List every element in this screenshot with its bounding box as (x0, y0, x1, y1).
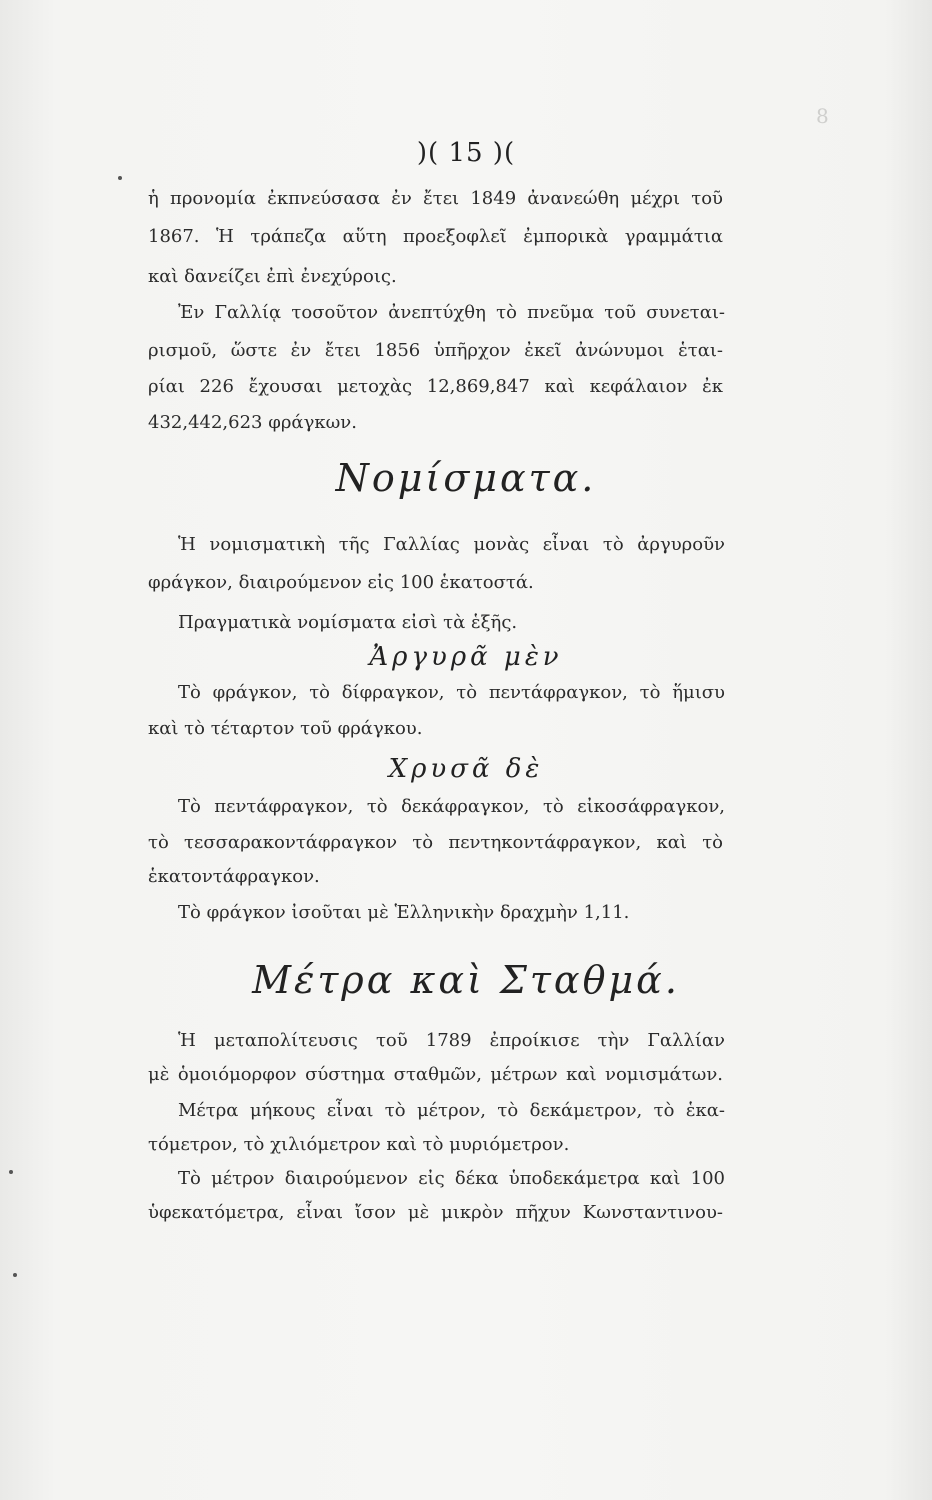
text-line: μὲ ὁμοιόμορφον σύστημα σταθμῶν, μέτρων καὶ νομισμάτων. (148, 1064, 723, 1085)
bleed-through-mark: 8 (816, 104, 829, 128)
page-number: )( 15 )( (416, 138, 516, 168)
subheading-silver: Ἀργυρᾶ μὲν (369, 642, 563, 672)
section-heading-measures: Μέτρα καὶ Σταθμά. (252, 958, 680, 1002)
text-line: Πραγματικὰ νομίσματα εἰσὶ τὰ ἑξῆς. (178, 612, 518, 633)
text-line: Ἡ μεταπολίτευσις τοῦ 1789 ἐπροίκισε τὴν Γαλλίαν (178, 1030, 725, 1051)
text-line: Ἡ νομισματικὴ τῆς Γαλλίας μονὰς εἶναι τὸ ἀργυροῦν (178, 534, 725, 555)
text-line: Τὸ πεντάφραγκον, τὸ δεκάφραγκον, τὸ εἰκοσάφραγκον, (178, 796, 725, 817)
margin-speck (118, 176, 122, 180)
section-heading-coins: Νομίσματα. (335, 456, 597, 500)
margin-speck (9, 1170, 13, 1174)
text-line: 432,442,623 φράγκων. (148, 412, 357, 433)
text-line: ρίαι 226 ἔχουσαι μετοχὰς 12,869,847 καὶ κεφάλαιον ἐκ (148, 376, 723, 397)
text-line: Τὸ φράγκον ἰσοῦται μὲ Ἑλληνικὴν δραχμὴν 1,11. (178, 902, 630, 923)
text-line: καὶ τὸ τέταρτον τοῦ φράγκου. (148, 718, 423, 739)
text-line: Ἐν Γαλλίᾳ τοσοῦτον ἀνεπτύχθη τὸ πνεῦμα τοῦ συνεται- (178, 302, 725, 323)
text-line: ἑκατοντάφραγκον. (148, 866, 320, 887)
text-line: 1867. Ἡ τράπεζα αὕτη προεξοφλεῖ ἐμπορικὰ γραμμάτια (148, 226, 723, 247)
text-line: Τὸ φράγκον, τὸ δίφραγκον, τὸ πεντάφραγκον, τὸ ἥμισυ (178, 682, 725, 703)
margin-speck (13, 1273, 17, 1277)
subheading-gold: Χρυσᾶ δὲ (388, 754, 544, 784)
text-line: ἡ προνομία ἐκπνεύσασα ἐν ἔτει 1849 ἀνανεώθη μέχρι τοῦ (148, 188, 723, 209)
text-line: Τὸ μέτρον διαιρούμενον εἰς δέκα ὑποδεκάμετρα καὶ 100 (178, 1168, 725, 1189)
text-line: τόμετρον, τὸ χιλιόμετρον καὶ τὸ μυριόμετρον. (148, 1134, 570, 1155)
text-line: Μέτρα μήκους εἶναι τὸ μέτρον, τὸ δεκάμετρον, τὸ ἑκα- (178, 1100, 725, 1121)
text-line: ὑφεκατόμετρα, εἶναι ἴσον μὲ μικρὸν πῆχυν Κωνσταντινου- (148, 1202, 723, 1223)
text-line: καὶ δανείζει ἐπὶ ἐνεχύροις. (148, 266, 397, 287)
text-line: τὸ τεσσαρακοντάφραγκον τὸ πεντηκοντάφραγκον, καὶ τὸ (148, 832, 723, 853)
text-line: ρισμοῦ, ὥστε ἐν ἔτει 1856 ὑπῆρχον ἐκεῖ ἀνώνυμοι ἑται- (148, 340, 723, 361)
text-line: φράγκον, διαιρούμενον εἰς 100 ἑκατοστά. (148, 572, 534, 593)
